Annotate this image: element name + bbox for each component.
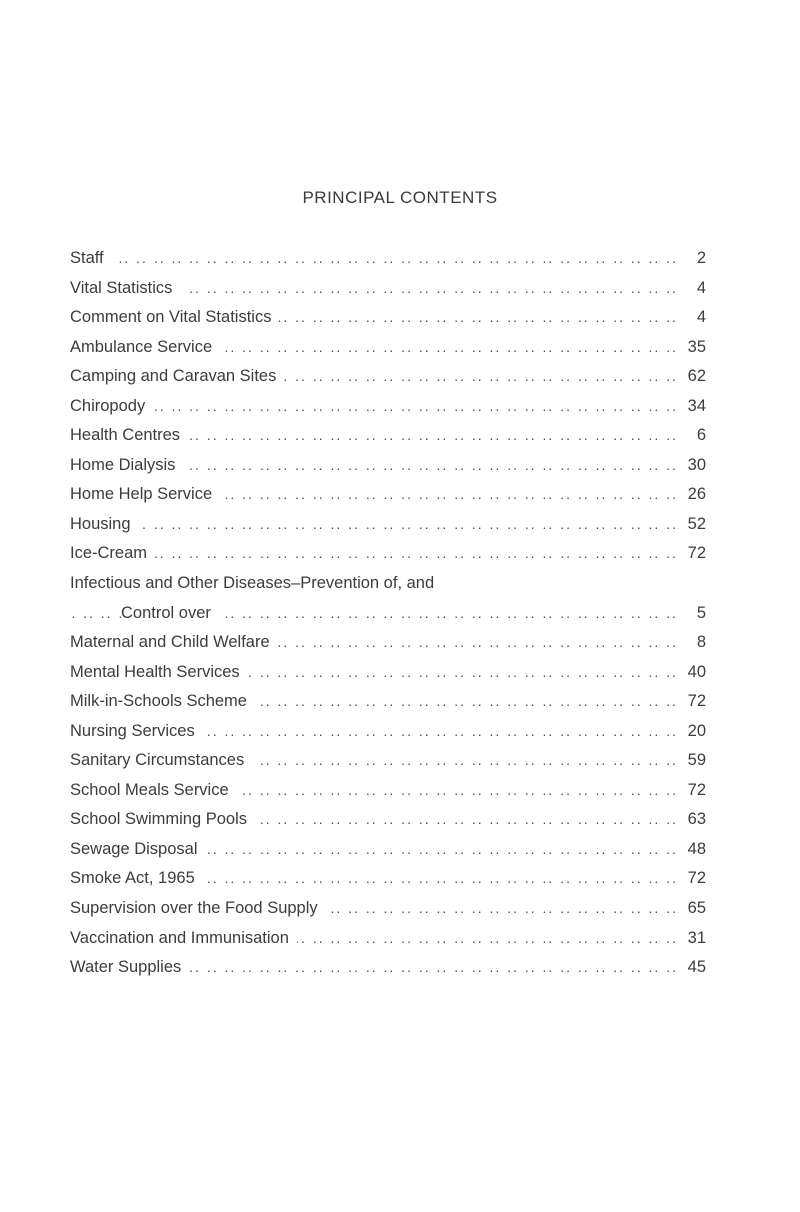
toc-entry — [70, 480, 706, 510]
toc-entry — [70, 953, 706, 983]
toc-entry-page: 62 — [678, 362, 706, 392]
toc-entry-label: Infectious and Other Diseases–Prevention of, and — [70, 574, 442, 592]
toc-entry — [70, 599, 706, 629]
toc-entry-page: 35 — [678, 333, 706, 363]
toc-entry — [70, 628, 706, 658]
toc-entry-label: Camping and Caravan Sites — [70, 367, 284, 385]
toc-entry-label: Comment on Vital Statistics — [70, 308, 279, 326]
toc-entry-page: 26 — [678, 480, 706, 510]
toc-entry-page: 20 — [678, 717, 706, 747]
toc-entry — [70, 362, 706, 392]
toc-entry-label: Ambulance Service — [70, 338, 220, 356]
toc-entry — [70, 805, 706, 835]
toc-entry-page: 52 — [678, 510, 706, 540]
toc-entry-page: 48 — [678, 835, 706, 865]
toc-entry-page: 72 — [678, 864, 706, 894]
toc-entry-label: Vaccination and Immunisation — [70, 929, 297, 947]
toc-entry — [70, 303, 706, 333]
toc-entry-page: 45 — [678, 953, 706, 983]
toc-entry-label: Milk-in-Schools Scheme — [70, 692, 255, 710]
toc-entry-page: 6 — [678, 421, 706, 451]
toc-entry — [70, 835, 706, 865]
toc-entry — [70, 864, 706, 894]
toc-entry — [70, 717, 706, 747]
toc-entry — [70, 244, 706, 274]
toc-entry-page: 59 — [678, 746, 706, 776]
toc-entry-page: 4 — [678, 303, 706, 333]
toc-entry — [70, 746, 706, 776]
toc-entry-page: 30 — [678, 451, 706, 481]
toc-entry-page: 31 — [678, 924, 706, 954]
toc-entry-page: 34 — [678, 392, 706, 422]
toc-entry-label: Ice-Cream — [70, 544, 155, 562]
toc-entry-label: Supervision over the Food Supply — [70, 899, 326, 917]
toc-entry — [70, 421, 706, 451]
toc-entry-label: Staff — [70, 249, 112, 267]
toc-entry-label: Nursing Services — [70, 722, 203, 740]
toc-entry — [70, 569, 706, 599]
toc-entry — [70, 510, 706, 540]
toc-entry-page: 4 — [678, 274, 706, 304]
toc-entry-label: Vital Statistics — [70, 279, 180, 297]
page-title: PRINCIPAL CONTENTS — [302, 188, 498, 207]
toc-entry-label: School Meals Service — [70, 781, 237, 799]
toc-entry — [70, 687, 706, 717]
toc-entry-label: Sanitary Circumstances — [70, 751, 252, 769]
table-of-contents — [70, 244, 706, 983]
toc-entry-page: 72 — [678, 687, 706, 717]
toc-entry — [70, 333, 706, 363]
toc-entry-label: Chiropody — [70, 397, 153, 415]
toc-entry-label: Control over — [121, 604, 219, 622]
toc-entry-label: Housing — [70, 515, 139, 533]
toc-entry-page: 72 — [678, 776, 706, 806]
toc-entry-label: Health Centres — [70, 426, 188, 444]
toc-entry-label: School Swimming Pools — [70, 810, 255, 828]
toc-entry — [70, 392, 706, 422]
toc-entry — [70, 924, 706, 954]
toc-entry-page: 40 — [678, 658, 706, 688]
toc-entry — [70, 658, 706, 688]
toc-entry — [70, 539, 706, 569]
toc-entry-page: 65 — [678, 894, 706, 924]
toc-entry-label: Home Dialysis — [70, 456, 183, 474]
toc-entry-page: 5 — [678, 599, 706, 629]
toc-entry — [70, 451, 706, 481]
toc-entry-label: Smoke Act, 1965 — [70, 869, 203, 887]
toc-entry-label: Home Help Service — [70, 485, 220, 503]
toc-entry-label: Sewage Disposal — [70, 840, 206, 858]
toc-entry-label: Maternal and Child Welfare — [70, 633, 278, 651]
toc-entry-page: 63 — [678, 805, 706, 835]
toc-entry — [70, 894, 706, 924]
toc-entry-label: Mental Health Services — [70, 663, 248, 681]
toc-entry-page: 8 — [678, 628, 706, 658]
toc-entry-page: 2 — [678, 244, 706, 274]
toc-entry — [70, 776, 706, 806]
toc-entry — [70, 274, 706, 304]
toc-entry-label: Water Supplies — [70, 958, 189, 976]
toc-entry-page: 72 — [678, 539, 706, 569]
